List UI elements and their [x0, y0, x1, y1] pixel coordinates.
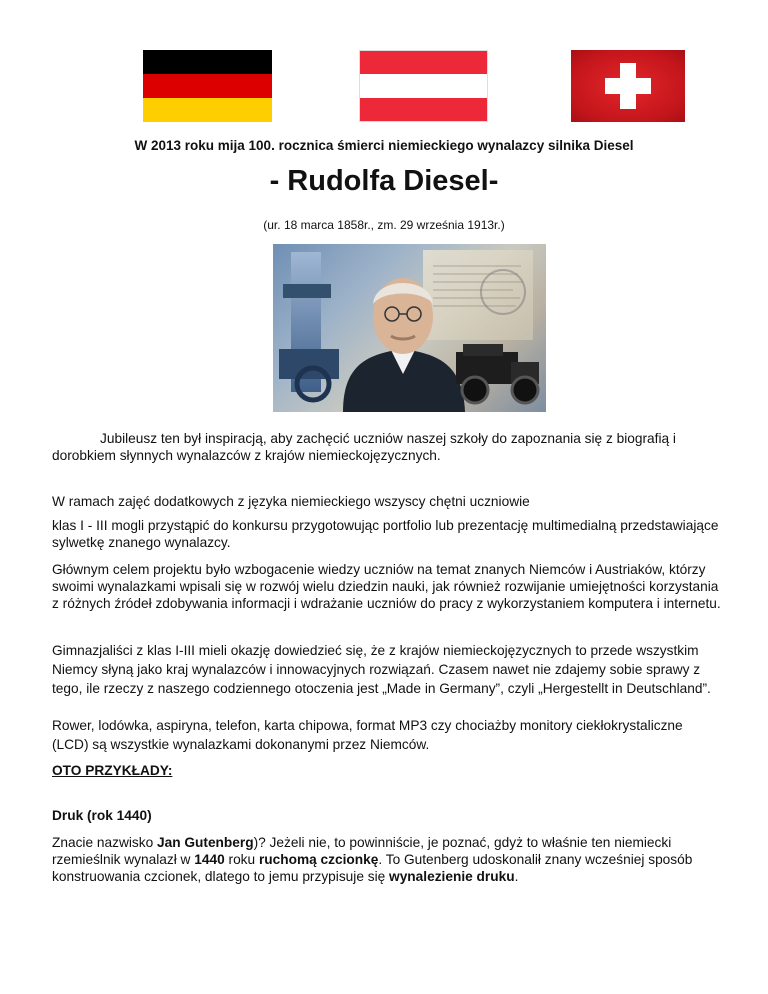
page-title: - Rudolfa Diesel- [269, 165, 499, 197]
germany-flag-icon [143, 50, 272, 122]
life-dates: (ur. 18 marca 1858r., zm. 29 września 1913r.) [263, 218, 505, 232]
paragraph-jubilee: Jubileusz ten był inspiracją, aby zachęcić uczniów naszej szkoły do zapoznania się z biografią i dorobkiem słynnych wynalazców z krajów niemieckojęzycznych. [52, 431, 676, 463]
switzerland-flag-icon [571, 50, 685, 122]
printing-heading: Druk (rok 1440) [52, 808, 152, 823]
rudolf-diesel-portrait-image [273, 244, 546, 412]
austria-flag-icon [359, 50, 488, 122]
paragraph-project-goal: Głównym celem projektu było wzbogacenie wiedzy uczniów na temat znanych Niemców i Austriaków, którzy swoimi wynalazkami wpisali się w rozwój wielu dziedzin nauki, jak również rozwijanie umiejętności korzystania z różnych źródeł zdobywania informacji i wdrażanie uczniów do pracy z wykorzystaniem komputera i internetu. [52, 562, 721, 611]
paragraph-contest: klas I - III mogli przystąpić do konkursu przygotowując portfolio lub prezentację multimedialną przedstawiające sylwetkę znanego wynalazcy. [52, 518, 719, 550]
headline: W 2013 roku mija 100. rocznica śmierci niemieckiego wynalazcy silnika Diesel [134, 138, 634, 153]
examples-heading: OTO PRZYKŁADY: [52, 763, 173, 778]
paragraph-extracurricular: W ramach zajęć dodatkowych z języka niemieckiego wszyscy chętni uczniowie [52, 494, 530, 509]
paragraph-gutenberg: Znacie nazwisko Jan Gutenberg)? Jeżeli nie, to powinniście, je poznać, gdyż to właśnie ten niemiecki rzemieślnik wynalazł w 1440 roku ruchomą czcionkę. To Gutenberg udoskonalił znany wcześniej sposób konstruowania czcionek, dlatego to jemu przypisuje się wynalezienie druku. [52, 835, 693, 884]
paragraph-germany-inventors: Gimnazjaliści z klas I-III mieli okazję dowiedzieć się, że z krajów niemieckojęzycznych to przede wszystkim Niemcy słyną jako kraj wynalazców i innowacyjnych rozwiązań. Czasem nawet nie zdajemy sobie sprawy z tego, ile rzeczy z naszego codziennego otoczenia jest „Made in Germany”, czyli „Hergestellt in Deutschland”. [52, 643, 711, 696]
paragraph-inventions-list: Rower, lodówka, aspiryna, telefon, karta chipowa, format MP3 czy chociażby monitory ciekłokrystaliczne (LCD) są wszystkie wynalazkami dokonanymi przez Niemców. [52, 718, 683, 752]
